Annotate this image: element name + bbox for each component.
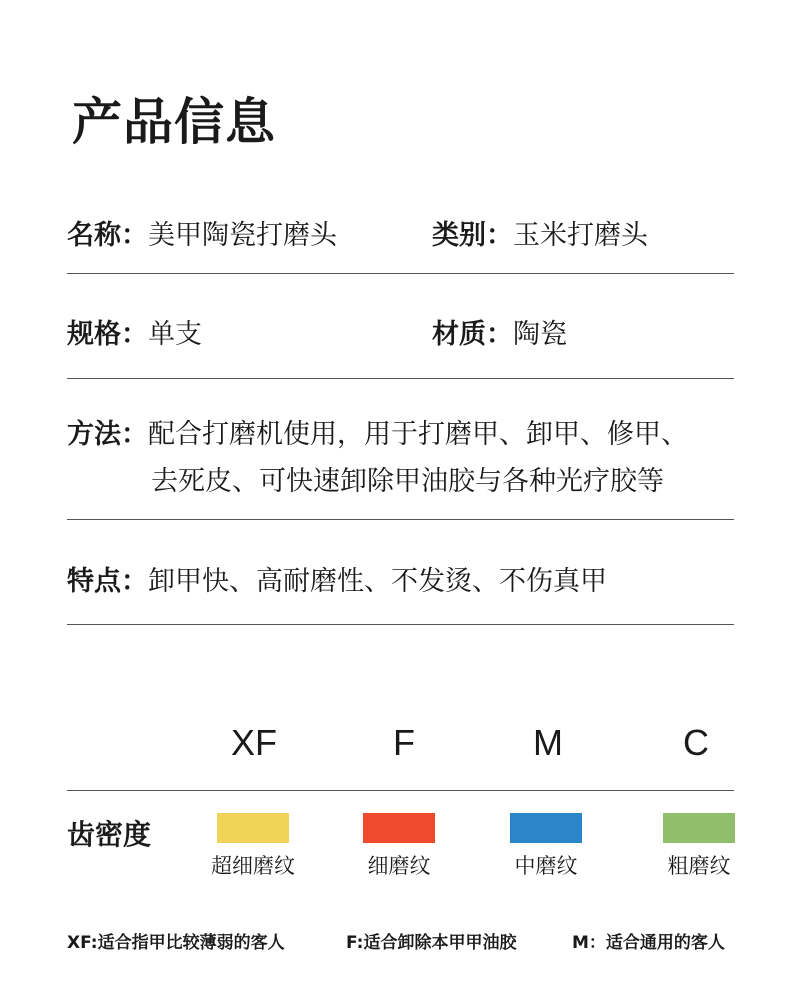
divider xyxy=(67,273,734,274)
material-row xyxy=(432,312,567,351)
divider xyxy=(67,790,734,791)
swatch-label-f: 细磨纹 xyxy=(367,854,431,878)
page-title: 产品信息 xyxy=(72,93,276,151)
swatch-xf xyxy=(217,813,289,843)
divider xyxy=(67,624,734,625)
name-row xyxy=(67,213,337,252)
swatch-f xyxy=(363,813,435,843)
material-label: 材质： xyxy=(432,319,513,350)
method-row xyxy=(67,412,688,451)
feature-row xyxy=(67,559,607,598)
category-label: 类别： xyxy=(432,220,513,251)
swatch-label-m: 中磨纹 xyxy=(514,854,578,878)
method-line2: 去死皮、可快速卸除甲油胶与各种光疗胶等 xyxy=(151,466,664,497)
swatch-label-xf: 超细磨纹 xyxy=(211,854,295,878)
grade-code-f: F xyxy=(393,722,415,763)
name-label: 名称： xyxy=(67,220,148,251)
grade-code-c: C xyxy=(683,722,709,763)
category-row xyxy=(432,213,648,252)
grade-code-xf: XF xyxy=(230,722,277,763)
category-value: 玉米打磨头 xyxy=(513,220,648,251)
swatch-c xyxy=(663,813,735,843)
name-value: 美甲陶瓷打磨头 xyxy=(148,220,337,251)
note-xf: XF:适合指甲比较薄弱的客人 xyxy=(67,933,285,953)
spec-value: 单支 xyxy=(148,319,202,350)
spec-row xyxy=(67,312,202,351)
method-line1: 配合打磨机使用，用于打磨甲、卸甲、修甲、 xyxy=(148,419,688,450)
density-label: 齿密度 xyxy=(67,818,152,851)
note-m: M：适合通用的客人 xyxy=(572,933,725,953)
swatch-label-c: 粗磨纹 xyxy=(667,854,731,878)
note-f: F:适合卸除本甲甲油胶 xyxy=(346,933,517,953)
swatch-m xyxy=(510,813,582,843)
method-label: 方法： xyxy=(67,419,148,450)
feature-value: 卸甲快、高耐磨性、不发烫、不伤真甲 xyxy=(148,566,607,597)
grade-code-m: M xyxy=(533,722,563,763)
spec-label: 规格： xyxy=(67,319,148,350)
feature-label: 特点： xyxy=(67,566,148,597)
divider xyxy=(67,519,734,520)
material-value: 陶瓷 xyxy=(513,319,567,350)
divider xyxy=(67,378,734,379)
